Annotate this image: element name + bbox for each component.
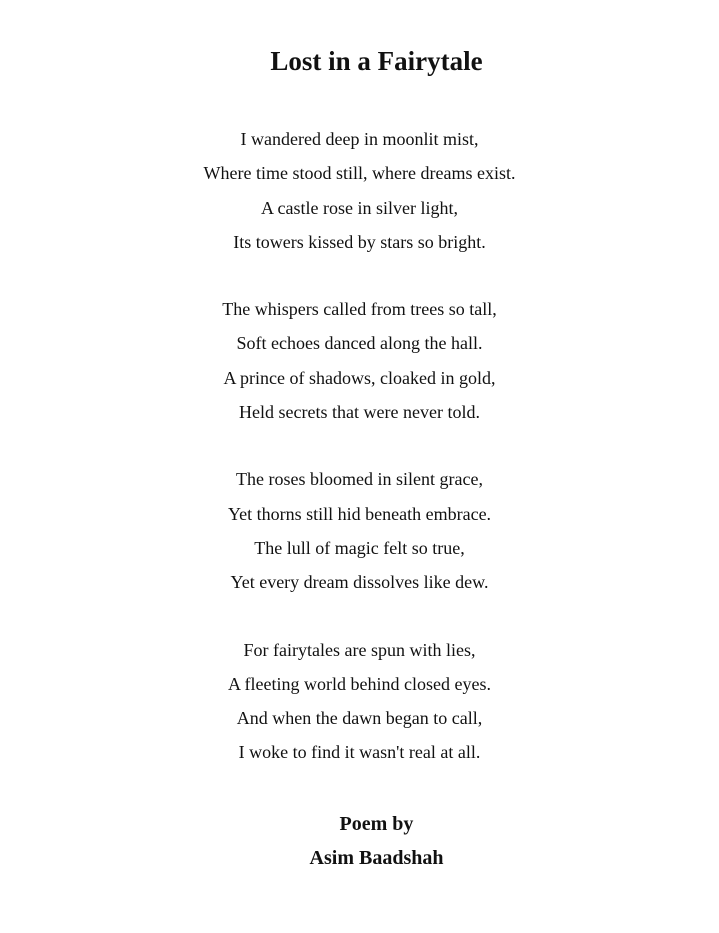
poem-line: Its towers kissed by stars so bright. xyxy=(233,231,486,252)
poem-line: Yet thorns still hid beneath embrace. xyxy=(227,503,492,524)
poem-line: I woke to find it wasn't real at all. xyxy=(238,742,481,763)
poem-body xyxy=(0,122,719,803)
poem-line: Held secrets that were never told. xyxy=(239,402,480,423)
poem-line: Soft echoes danced along the hall. xyxy=(236,333,483,354)
poem-line: Yet every dream dissolves like dew. xyxy=(230,572,489,593)
poem-line: And when the dawn began to call, xyxy=(236,708,483,729)
byline xyxy=(0,807,719,875)
stanza-2 xyxy=(0,292,719,429)
poem-title: Lost in a Fairytale xyxy=(270,46,483,76)
poem-line: A prince of shadows, cloaked in gold, xyxy=(223,367,496,388)
poem-line: A castle rose in silver light, xyxy=(261,197,458,218)
stanza-4 xyxy=(0,633,719,770)
poem-line: Where time stood still, where dreams exist. xyxy=(203,163,516,184)
stanza-3 xyxy=(0,462,719,599)
poem-line: I wandered deep in moonlit mist, xyxy=(240,129,479,149)
stanza-1 xyxy=(0,122,719,259)
poem-line: The whispers called from trees so tall, xyxy=(222,299,497,320)
poem-line: The roses bloomed in silent grace, xyxy=(236,469,483,490)
byline-label: Poem by xyxy=(339,813,414,835)
poem-line: For fairytales are spun with lies, xyxy=(243,639,476,660)
poem-line: The lull of magic felt so true, xyxy=(254,537,465,558)
author-name: Asim Baadshah xyxy=(309,847,444,869)
poem-line: A fleeting world behind closed eyes. xyxy=(228,673,491,694)
